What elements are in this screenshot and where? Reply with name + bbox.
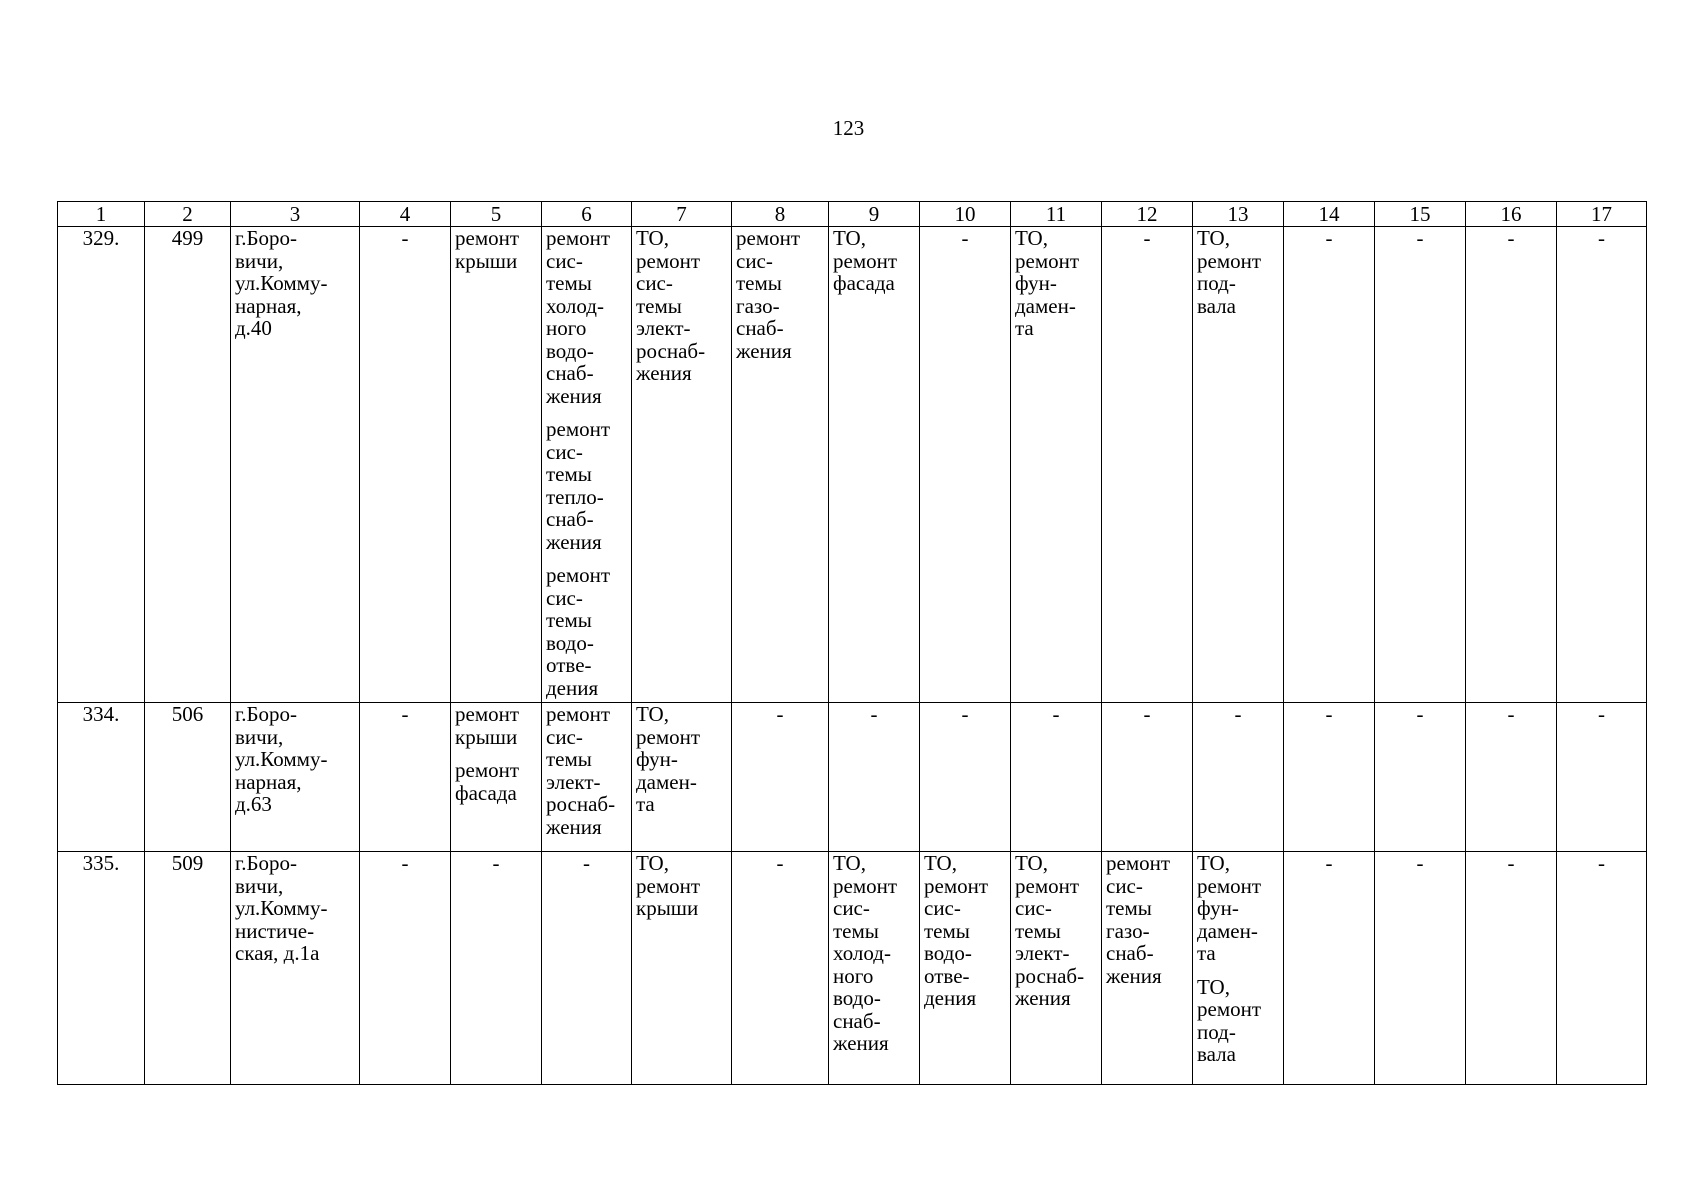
- empty-cell: -: [542, 852, 632, 1085]
- work-item-line: ТО,: [1015, 851, 1048, 875]
- header-cell: 2: [145, 202, 231, 227]
- work-item: [1197, 852, 1279, 965]
- work-item-line: крыши: [636, 896, 699, 920]
- header-cell: 13: [1193, 202, 1284, 227]
- address-line: д.63: [235, 792, 272, 816]
- work-item-line: дения: [924, 986, 977, 1010]
- work-item: [636, 703, 727, 816]
- header-cell: 10: [920, 202, 1011, 227]
- work-item-line: темы: [636, 293, 682, 318]
- work-item-line: ТО,: [1197, 851, 1230, 875]
- work-cell: [1011, 852, 1102, 1085]
- work-item-line: темы: [736, 271, 782, 295]
- empty-cell: -: [732, 703, 829, 852]
- work-item-line: сис-: [546, 585, 583, 610]
- work-item-line: ремонт: [924, 873, 989, 898]
- header-cell: 11: [1011, 202, 1102, 227]
- work-item-line: ТО,: [1015, 226, 1048, 250]
- work-item-line: ремонт: [1197, 873, 1262, 898]
- work-item-line: отве-: [546, 653, 592, 677]
- work-item-line: роснаб-: [636, 338, 706, 363]
- work-item-line: снаб-: [833, 1008, 881, 1033]
- empty-cell: -: [1466, 852, 1557, 1085]
- work-item: [833, 852, 915, 1055]
- empty-cell: -: [1466, 227, 1557, 703]
- empty-cell: -: [1284, 852, 1375, 1085]
- work-cell: [632, 852, 732, 1085]
- work-item-line: та: [1197, 941, 1216, 965]
- work-cell: [542, 227, 632, 703]
- work-item-line: жения: [636, 361, 692, 385]
- empty-cell: -: [1466, 703, 1557, 852]
- work-cell: [1011, 227, 1102, 703]
- page-number: 123: [832, 116, 865, 140]
- address-line: ская, д.1а: [235, 941, 320, 965]
- work-item-line: ТО,: [636, 702, 669, 726]
- object-id-cell: 509: [145, 852, 231, 1085]
- work-item-line: роснаб-: [546, 792, 616, 816]
- work-item-line: дамен-: [636, 769, 697, 794]
- work-item-line: крыши: [455, 724, 518, 749]
- empty-cell: -: [360, 227, 451, 703]
- work-item-line: элект-: [1015, 941, 1070, 965]
- work-item-line: дамен-: [1197, 918, 1258, 943]
- table-row: [58, 227, 1647, 703]
- empty-cell: -: [1557, 852, 1647, 1085]
- empty-cell: -: [732, 852, 829, 1085]
- work-item: [1106, 852, 1188, 987]
- work-item-line: ТО,: [924, 851, 957, 875]
- row-number-cell: 329.: [58, 227, 145, 703]
- work-item-line: снаб-: [546, 361, 594, 385]
- work-item-line: ТО,: [636, 226, 669, 250]
- header-cell: 1: [58, 202, 145, 227]
- work-item-line: ремонт: [1015, 873, 1080, 898]
- work-item-line: водо-: [924, 941, 972, 965]
- work-item-line: темы: [1106, 896, 1152, 920]
- work-item-line: фун-: [1015, 271, 1057, 295]
- empty-cell: -: [360, 852, 451, 1085]
- work-item-line: жения: [833, 1031, 889, 1055]
- work-cell: [1193, 852, 1284, 1085]
- work-cell: [632, 703, 732, 852]
- work-item-line: жения: [736, 338, 792, 363]
- header-cell: 4: [360, 202, 451, 227]
- work-item-line: фун-: [1197, 896, 1239, 920]
- address-line: ул.Комму-: [235, 896, 328, 920]
- empty-cell: -: [360, 703, 451, 852]
- work-item-line: темы: [1015, 918, 1061, 943]
- work-item-line: темы: [546, 747, 592, 771]
- work-item: [833, 227, 915, 295]
- work-item-line: водо-: [833, 986, 881, 1010]
- work-item-line: ного: [546, 316, 587, 340]
- address-cell: [231, 703, 360, 852]
- work-item-line: ТО,: [1197, 226, 1230, 250]
- work-cell: [451, 227, 542, 703]
- address-line: г.Боро-: [235, 851, 298, 875]
- work-item-line: снаб-: [1106, 941, 1154, 965]
- work-item-line: темы: [546, 271, 592, 295]
- header-cell: 17: [1557, 202, 1647, 227]
- header-cell: 12: [1102, 202, 1193, 227]
- work-item: [546, 418, 627, 553]
- work-item-line: ремонт: [455, 226, 520, 250]
- work-item-line: ремонт: [546, 563, 611, 587]
- work-item-line: ремонт: [833, 873, 898, 898]
- empty-cell: -: [920, 227, 1011, 703]
- work-item: [455, 227, 537, 272]
- header-cell: 16: [1466, 202, 1557, 227]
- empty-cell: -: [1284, 703, 1375, 852]
- empty-cell: -: [1557, 703, 1647, 852]
- work-item: [546, 227, 627, 407]
- work-item-line: ТО,: [636, 851, 669, 875]
- work-item-line: фун-: [636, 747, 678, 771]
- empty-cell: -: [1375, 852, 1466, 1085]
- table-row: [58, 852, 1647, 1085]
- header-cell: 9: [829, 202, 920, 227]
- work-cell: [542, 703, 632, 852]
- work-item-line: ТО,: [833, 226, 866, 250]
- work-item-line: дамен-: [1015, 293, 1076, 318]
- empty-cell: -: [451, 852, 542, 1085]
- work-item-line: та: [636, 792, 655, 816]
- work-item-line: фасада: [455, 780, 517, 805]
- work-item-line: ремонт: [455, 758, 520, 782]
- header-cell: 15: [1375, 202, 1466, 227]
- work-item-line: жения: [1015, 986, 1071, 1010]
- work-item-line: сис-: [546, 439, 583, 464]
- work-item: [636, 227, 727, 385]
- work-item: [1197, 227, 1279, 317]
- work-item-line: элект-: [546, 769, 601, 794]
- work-item-line: сис-: [924, 896, 961, 920]
- row-number-cell: 334.: [58, 703, 145, 852]
- work-item-line: под-: [1197, 1019, 1236, 1044]
- work-item-line: газо-: [1106, 918, 1150, 943]
- work-cell: [1102, 852, 1193, 1085]
- object-id-cell: 499: [145, 227, 231, 703]
- work-item-line: сис-: [833, 896, 870, 920]
- work-item-line: сис-: [1106, 873, 1143, 898]
- work-item-line: жения: [546, 814, 602, 839]
- work-item-line: под-: [1197, 271, 1236, 295]
- work-item: [1015, 227, 1097, 340]
- work-item-line: водо-: [546, 338, 594, 363]
- address-cell: [231, 852, 360, 1085]
- work-item: [636, 852, 727, 920]
- header-cell: 5: [451, 202, 542, 227]
- header-cell: 14: [1284, 202, 1375, 227]
- address-line: нарная,: [235, 769, 302, 794]
- address-line: г.Боро-: [235, 226, 298, 250]
- work-item-line: жения: [1106, 963, 1162, 988]
- empty-cell: -: [1011, 703, 1102, 852]
- work-cell: [829, 227, 920, 703]
- work-item-line: ТО,: [833, 851, 866, 875]
- work-item: [455, 703, 537, 748]
- address-line: вичи,: [235, 248, 284, 273]
- work-item-line: снаб-: [736, 316, 784, 340]
- header-cell: 8: [732, 202, 829, 227]
- work-item-line: ремонт: [546, 226, 611, 250]
- empty-cell: -: [1375, 703, 1466, 852]
- empty-cell: -: [1193, 703, 1284, 852]
- address-line: д.40: [235, 316, 272, 340]
- work-item: [546, 564, 627, 699]
- work-item-line: ного: [833, 963, 874, 988]
- work-cell: [732, 227, 829, 703]
- address-line: вичи,: [235, 724, 284, 749]
- work-item-line: темы: [924, 918, 970, 943]
- work-item-line: ремонт: [1197, 997, 1262, 1021]
- address-line: нистиче-: [235, 918, 315, 943]
- work-cell: [920, 852, 1011, 1085]
- work-item-line: темы: [546, 608, 592, 632]
- work-item: [924, 852, 1006, 1010]
- header-cell: 6: [542, 202, 632, 227]
- work-item-line: ремонт: [455, 702, 520, 726]
- work-item-line: сис-: [546, 248, 583, 273]
- work-item-line: дения: [546, 675, 599, 700]
- work-item: [455, 759, 537, 804]
- work-item-line: вала: [1197, 293, 1236, 318]
- work-item-line: жения: [546, 383, 602, 408]
- work-item-line: холод-: [546, 293, 604, 318]
- work-item-line: ремонт: [636, 873, 701, 898]
- work-item-line: крыши: [455, 248, 518, 273]
- work-cell: [451, 703, 542, 852]
- work-item-line: темы: [546, 462, 592, 486]
- work-item-line: ремонт: [1197, 248, 1262, 273]
- header-cell: 7: [632, 202, 732, 227]
- work-item-line: ТО,: [1197, 974, 1230, 999]
- work-item-line: темы: [833, 918, 879, 943]
- header-row: [58, 202, 1647, 227]
- work-item: [1197, 976, 1279, 1066]
- work-item-line: жения: [546, 529, 602, 554]
- work-item-line: снаб-: [546, 507, 594, 531]
- work-item-line: ремонт: [736, 226, 801, 250]
- address-line: г.Боро-: [235, 702, 298, 726]
- address-line: ул.Комму-: [235, 271, 328, 295]
- work-item-line: сис-: [736, 248, 773, 273]
- empty-cell: -: [1557, 227, 1647, 703]
- work-item-line: вала: [1197, 1042, 1236, 1066]
- empty-cell: -: [829, 703, 920, 852]
- empty-cell: -: [1102, 703, 1193, 852]
- work-item-line: сис-: [546, 724, 583, 749]
- work-item-line: фасада: [833, 271, 895, 295]
- table-row: [58, 703, 1647, 852]
- work-item-line: холод-: [833, 941, 891, 965]
- empty-cell: -: [1375, 227, 1466, 703]
- empty-cell: -: [920, 703, 1011, 852]
- address-line: нарная,: [235, 293, 302, 318]
- repair-schedule-table: [57, 201, 1647, 1085]
- address-cell: [231, 227, 360, 703]
- empty-cell: -: [1102, 227, 1193, 703]
- work-item-line: сис-: [1015, 896, 1052, 920]
- work-item-line: ремонт: [636, 248, 701, 273]
- work-item-line: ремонт: [1015, 248, 1080, 273]
- work-item-line: водо-: [546, 630, 594, 655]
- work-item-line: газо-: [736, 293, 780, 318]
- work-item: [736, 227, 824, 362]
- work-item-line: ремонт: [636, 724, 701, 749]
- work-item-line: та: [1015, 316, 1034, 340]
- object-id-cell: 506: [145, 703, 231, 852]
- work-item-line: ремонт: [833, 248, 898, 273]
- header-cell: 3: [231, 202, 360, 227]
- row-number-cell: 335.: [58, 852, 145, 1085]
- work-item-line: отве-: [924, 963, 970, 988]
- address-line: вичи,: [235, 873, 284, 898]
- work-cell: [829, 852, 920, 1085]
- work-item-line: тепло-: [546, 484, 604, 509]
- empty-cell: -: [1284, 227, 1375, 703]
- work-item-line: ремонт: [1106, 851, 1171, 875]
- work-cell: [1193, 227, 1284, 703]
- work-item: [1015, 852, 1097, 1010]
- work-cell: [632, 227, 732, 703]
- work-item: [546, 703, 627, 838]
- work-item-line: ремонт: [546, 417, 611, 441]
- address-line: ул.Комму-: [235, 747, 328, 771]
- work-item-line: ремонт: [546, 702, 611, 726]
- work-item-line: сис-: [636, 271, 673, 295]
- work-item-line: элект-: [636, 316, 691, 340]
- work-item-line: роснаб-: [1015, 963, 1085, 988]
